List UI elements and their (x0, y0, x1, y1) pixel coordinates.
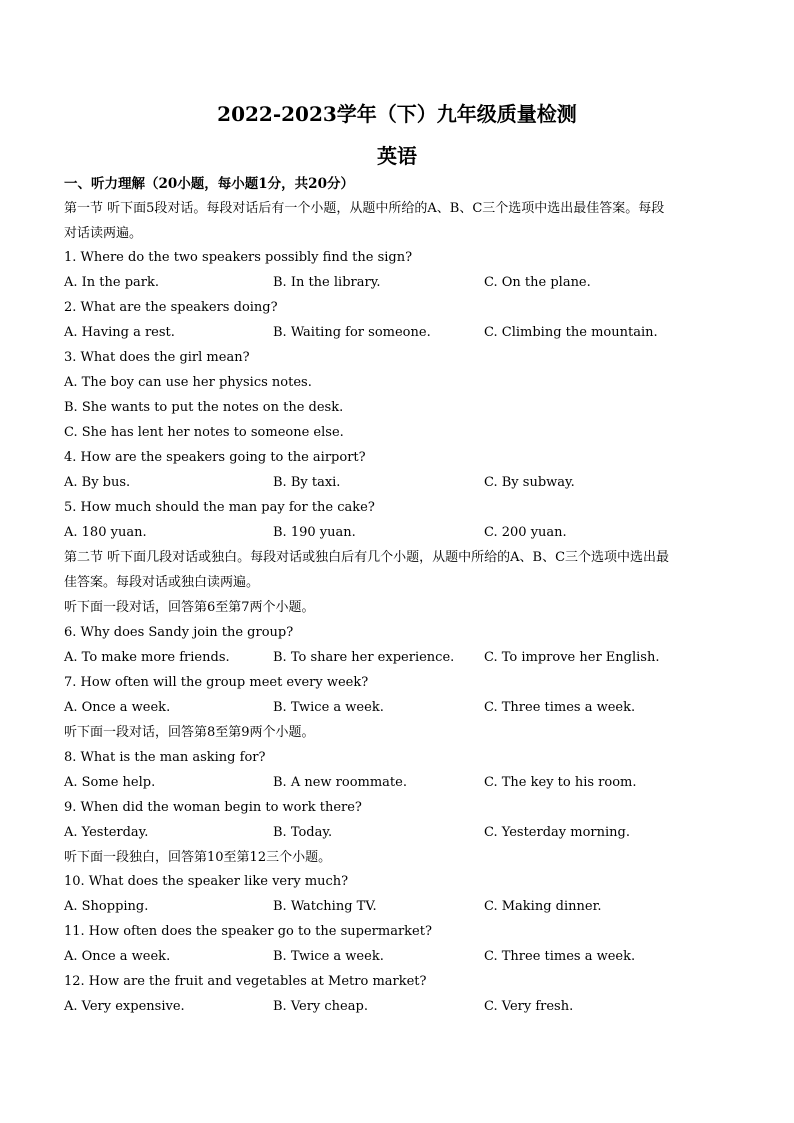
q8-option-b: B. A new roommate. (273, 775, 407, 790)
q3-option-c: C. She has lent her notes to someone else. (64, 425, 344, 440)
q6-option-c: C. To improve her English. (484, 650, 660, 665)
q4-option-a: A. By bus. (64, 475, 131, 490)
q10-option-a: A. Shopping. (64, 899, 149, 914)
section1-instruction: 第一节 听下面5段对话。每段对话后有一个小题，从题中所给的A、B、C三个选项中选出最佳答案。每段 (64, 201, 665, 216)
question-11: 11. How often does the speaker go to the supermarket? (64, 924, 432, 939)
q5-option-c: C. 200 yuan. (484, 525, 567, 540)
question-9: 9. When did the woman begin to work there? (64, 800, 362, 815)
q4-option-c: C. By subway. (484, 475, 575, 490)
q8-option-c: C. The key to his room. (484, 775, 637, 790)
q3-option-b: B. She wants to put the notes on the desk. (64, 400, 344, 415)
section2-instruction: 第二节 听下面几段对话或独白。每段对话或独白后有几个小题，从题中所给的A、B、C三个选项中选出最 (64, 550, 670, 565)
q11-option-a: A. Once a week. (64, 949, 171, 964)
q6-option-a: A. To make more friends. (64, 650, 230, 665)
section1-instruction-cont: 对话读两遍。 (64, 226, 143, 241)
exam-title: 2022-2023学年（下）九年级质量检测 (217, 102, 577, 126)
q2-option-a: A. Having a rest. (64, 325, 175, 340)
part-heading: 一、听力理解（20小题，每小题1分，共20分） (64, 176, 354, 192)
question-7: 7. How often will the group meet every week? (64, 675, 369, 690)
section2-instruction-cont: 佳答案。每段对话或独白读两遍。 (64, 575, 260, 590)
q5-option-b: B. 190 yuan. (273, 525, 356, 540)
question-6: 6. Why does Sandy join the group? (64, 625, 294, 640)
intro-q10-q12: 听下面一段独白，回答第10至第12三个小题。 (64, 850, 332, 865)
q12-option-b: B. Very cheap. (273, 999, 368, 1014)
question-10: 10. What does the speaker like very much? (64, 874, 349, 889)
q2-option-c: C. Climbing the mountain. (484, 325, 658, 340)
intro-q8-q9: 听下面一段对话，回答第8至第9两个小题。 (64, 725, 315, 740)
question-1: 1. Where do the two speakers possibly find the sign? (64, 250, 413, 265)
q1-option-c: C. On the plane. (484, 275, 591, 290)
q12-option-a: A. Very expensive. (64, 999, 185, 1014)
q12-option-c: C. Very fresh. (484, 999, 574, 1014)
question-8: 8. What is the man asking for? (64, 750, 266, 765)
q1-option-b: B. In the library. (273, 275, 381, 290)
q2-option-b: B. Waiting for someone. (273, 325, 431, 340)
q7-option-a: A. Once a week. (64, 700, 171, 715)
q10-option-c: C. Making dinner. (484, 899, 602, 914)
q7-option-c: C. Three times a week. (484, 700, 636, 715)
q4-option-b: B. By taxi. (273, 475, 341, 490)
q11-option-b: B. Twice a week. (273, 949, 384, 964)
q5-option-a: A. 180 yuan. (64, 525, 147, 540)
q8-option-a: A. Some help. (64, 775, 156, 790)
question-4: 4. How are the speakers going to the airport? (64, 450, 366, 465)
q9-option-a: A. Yesterday. (64, 825, 149, 840)
q1-option-a: A. In the park. (64, 275, 160, 290)
q9-option-c: C. Yesterday morning. (484, 825, 630, 840)
intro-q6-q7: 听下面一段对话，回答第6至第7两个小题。 (64, 600, 315, 615)
q10-option-b: B. Watching TV. (273, 899, 377, 914)
q9-option-b: B. Today. (273, 825, 333, 840)
q11-option-c: C. Three times a week. (484, 949, 636, 964)
q3-option-a: A. The boy can use her physics notes. (64, 375, 312, 390)
question-5: 5. How much should the man pay for the cake? (64, 500, 375, 515)
question-12: 12. How are the fruit and vegetables at Metro market? (64, 974, 427, 989)
question-2: 2. What are the speakers doing? (64, 300, 278, 315)
q7-option-b: B. Twice a week. (273, 700, 384, 715)
exam-subject: 英语 (377, 144, 417, 168)
q6-option-b: B. To share her experience. (273, 650, 455, 665)
question-3: 3. What does the girl mean? (64, 350, 250, 365)
